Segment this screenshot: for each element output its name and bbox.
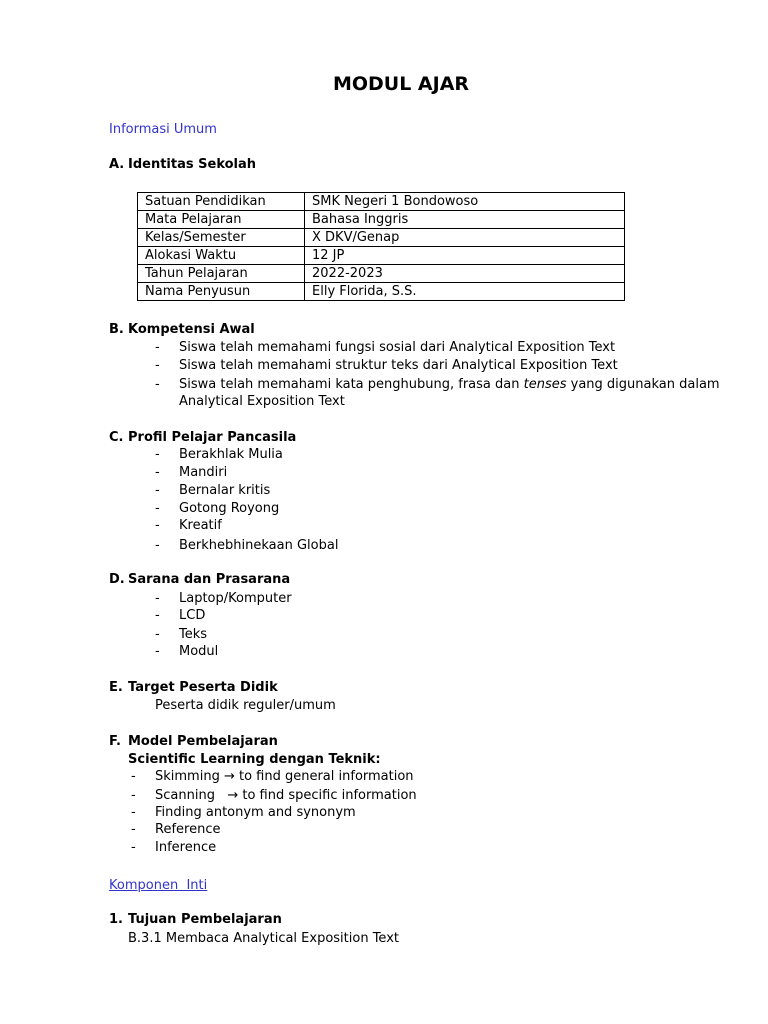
table-cell-value: 2022-2023 — [305, 265, 625, 283]
table-cell-key: Mata Pelajaran — [138, 211, 305, 229]
list-item-continuation: Analytical Exposition Text — [179, 394, 345, 409]
list-item-text — [179, 376, 720, 394]
table-cell-key: Alokasi Waktu — [138, 247, 305, 265]
table-cell-key: Tahun Pelajaran — [138, 265, 305, 283]
list-dash: - — [155, 591, 160, 606]
table-row — [138, 265, 625, 283]
table-cell-value: Elly Florida, S.S. — [305, 283, 625, 301]
section-b-heading — [109, 321, 255, 339]
list-item-text: Reference — [155, 822, 221, 837]
list-item-text: Teks — [179, 627, 208, 642]
list-item-text: Bernalar kritis — [179, 483, 271, 498]
list-dash: - — [155, 644, 160, 659]
list-dash: - — [131, 769, 136, 784]
section-c-letter: C. — [109, 430, 124, 445]
list-item-text: Siswa telah memahami fungsi sosial dari Analytical Exposition Text — [179, 340, 616, 355]
list-item-text: Scanning → to find specific information — [155, 788, 417, 803]
table-row — [138, 247, 625, 265]
section-1-heading — [109, 911, 282, 929]
section-c-heading — [109, 429, 296, 447]
list-dash: - — [155, 465, 160, 480]
list-dash: - — [131, 840, 136, 855]
list-dash: - — [155, 518, 160, 533]
list-dash: - — [155, 501, 160, 516]
list-dash: - — [131, 788, 136, 803]
section-komponen-inti: Komponen Inti — [109, 878, 208, 893]
list-item-text: Finding antonym and synonym — [155, 805, 356, 820]
list-dash: - — [155, 447, 160, 462]
section-1-title: Tujuan Pembelajaran — [128, 912, 282, 927]
list-dash: - — [131, 822, 136, 837]
section-e-title: Target Peserta Didik — [128, 680, 278, 695]
list-item-text: LCD — [179, 608, 206, 623]
section-f-letter: F. — [109, 734, 121, 749]
list-dash: - — [155, 340, 160, 355]
list-item-text: Mandiri — [179, 465, 228, 480]
table-cell-key: Nama Penyusun — [138, 283, 305, 301]
section-informasi-umum: Informasi Umum — [109, 122, 217, 137]
section-e-heading — [109, 679, 278, 697]
list-dash: - — [155, 483, 160, 498]
section-b-letter: B. — [109, 322, 124, 337]
list-item-text: Siswa telah memahami struktur teks dari Analytical Exposition Text — [179, 358, 618, 373]
list-item-text-part: Siswa telah memahami kata penghubung, frasa dan — [179, 377, 524, 392]
list-item-text: Berkhebhinekaan Global — [179, 538, 339, 553]
table-cell-value: 12 JP — [305, 247, 625, 265]
list-item-text: Kreatif — [179, 518, 222, 533]
section-e-letter: E. — [109, 680, 123, 695]
section-e-text: Peserta didik reguler/umum — [155, 698, 336, 713]
list-item-text: Laptop/Komputer — [179, 591, 292, 606]
section-1-number: 1. — [109, 912, 123, 927]
table-row — [138, 283, 625, 301]
section-a-letter: A. — [109, 157, 125, 172]
list-dash: - — [155, 377, 160, 392]
list-dash: - — [155, 358, 160, 373]
section-d-title: Sarana dan Prasarana — [128, 572, 291, 587]
list-item-text: Modul — [179, 644, 219, 659]
list-item-text: Gotong Royong — [179, 501, 280, 516]
table-row — [138, 229, 625, 247]
list-dash: - — [155, 608, 160, 623]
page-title: MODUL AJAR — [332, 73, 470, 95]
list-item-text: Berakhlak Mulia — [179, 447, 283, 462]
table-row — [138, 193, 625, 211]
table-cell-value: X DKV/Genap — [305, 229, 625, 247]
table-cell-key: Satuan Pendidikan — [138, 193, 305, 211]
table-cell-value: Bahasa Inggris — [305, 211, 625, 229]
section-d-letter: D. — [109, 572, 125, 587]
list-item-text-part: yang digunakan dalam — [566, 377, 720, 392]
section-a-heading — [109, 156, 256, 174]
list-item-italic: tenses — [523, 377, 567, 392]
section-f-title: Model Pembelajaran — [128, 734, 278, 749]
section-1-text: B.3.1 Membaca Analytical Exposition Text — [128, 931, 399, 946]
list-item-text: Skimming → to find general information — [155, 769, 414, 784]
list-dash: - — [155, 627, 160, 642]
section-f-heading — [109, 733, 278, 751]
list-item-text: Inference — [155, 840, 217, 855]
table-cell-key: Kelas/Semester — [138, 229, 305, 247]
identitas-table — [137, 192, 625, 301]
list-dash: - — [131, 805, 136, 820]
section-d-heading — [109, 571, 290, 589]
table-row — [138, 211, 625, 229]
list-dash: - — [155, 538, 160, 553]
section-a-title: Identitas Sekolah — [128, 157, 257, 172]
section-f-subheading: Scientific Learning dengan Teknik: — [128, 752, 381, 767]
table-cell-value: SMK Negeri 1 Bondowoso — [305, 193, 625, 211]
section-b-title: Kompetensi Awal — [128, 322, 255, 337]
section-c-title: Profil Pelajar Pancasila — [128, 430, 297, 445]
